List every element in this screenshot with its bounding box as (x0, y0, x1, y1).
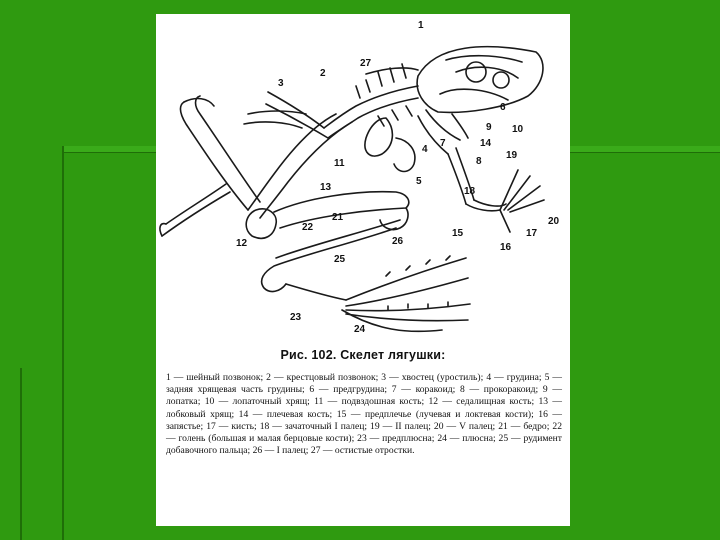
legend-item: 19 — II палец; (370, 420, 434, 432)
figure-label: 13 (320, 182, 332, 193)
legend-item: 10 — лопаточный хрящ; (204, 396, 315, 408)
figure-label: 8 (476, 156, 482, 167)
legend-item: 9 — лопатка; (166, 384, 562, 408)
figure-label: 27 (360, 58, 372, 69)
legend-item: 12 — седалищная кость; (428, 396, 539, 408)
legend-item: 11 — подвздошная кость; (314, 396, 429, 408)
figure-label: 18 (464, 186, 476, 197)
figure-label: 23 (290, 312, 302, 323)
figure-label: 21 (332, 212, 344, 223)
figure-label: 12 (236, 238, 248, 249)
legend-item: 3 — хвостец (уростиль); (381, 372, 487, 383)
figure-label: 22 (302, 222, 314, 233)
figure-label: 10 (512, 124, 524, 135)
figure-label: 26 (392, 236, 404, 247)
slide-page (156, 14, 570, 526)
legend-item: 18 — зачаточный I палец; (259, 420, 371, 432)
figure-label: 17 (526, 228, 538, 239)
figure-label: 19 (506, 150, 518, 161)
legend-item: 13 — лобковый хрящ; (166, 396, 562, 420)
legend-item: 4 — грудина; (486, 372, 545, 383)
legend-item: 17 — кисть; (206, 420, 260, 432)
figure-label: 25 (334, 254, 346, 265)
legend-item: 25 — рудимент добавочного пальца; (166, 433, 562, 457)
figure-label: 6 (500, 102, 506, 113)
legend-item: 8 — прокоракоид; (459, 384, 543, 396)
figure-label: 16 (500, 242, 512, 253)
legend-item: 15 — предплечье (лучевая и локтевая кости); (336, 408, 539, 420)
figure-label: 20 (548, 216, 560, 227)
background-line (20, 368, 22, 540)
figure-label: 1 (418, 20, 424, 31)
legend-item: 16 — запястье; (166, 408, 562, 432)
figure-label: 4 (422, 144, 428, 155)
legend-item: 7 — коракоид; (391, 384, 460, 396)
legend-item: 2 — крестцовый позвонок; (266, 372, 382, 383)
legend-item: 24 — плюсна; (437, 433, 499, 445)
figure-label: 2 (320, 68, 326, 79)
figure-label: 24 (354, 324, 366, 335)
legend-item: 1 — шейный позвонок; (166, 372, 267, 383)
figure-label: 5 (416, 176, 422, 187)
legend-item: 21 — бедро; (498, 420, 553, 432)
legend-item: 6 — предгрудина; (309, 384, 392, 396)
legend-item: 20 — V палец; (433, 420, 499, 432)
figure-label: 11 (334, 158, 345, 169)
figure-label: 3 (278, 78, 284, 89)
frog-skeleton-illustration (156, 14, 570, 344)
figure-caption-title: Рис. 102. Скелет лягушки: (280, 348, 446, 362)
legend-item: 27 — остистые отростки. (310, 445, 415, 457)
figure-label: 15 (452, 228, 464, 239)
background-line (62, 146, 64, 540)
figure-label: 9 (486, 122, 492, 133)
figure-label: 7 (440, 138, 446, 149)
legend-item: 5 — задняя хрящевая часть грудины; (166, 372, 563, 396)
legend-item: 22 — голень (большая и малая берцовые кости); (166, 420, 562, 445)
legend-item: 14 — плечевая кость; (238, 408, 337, 420)
legend-item: 23 — предплюсна; (357, 433, 438, 445)
legend-item: 26 — I палец; (252, 445, 311, 457)
figure-label: 14 (480, 138, 492, 149)
figure-legend (166, 372, 562, 457)
